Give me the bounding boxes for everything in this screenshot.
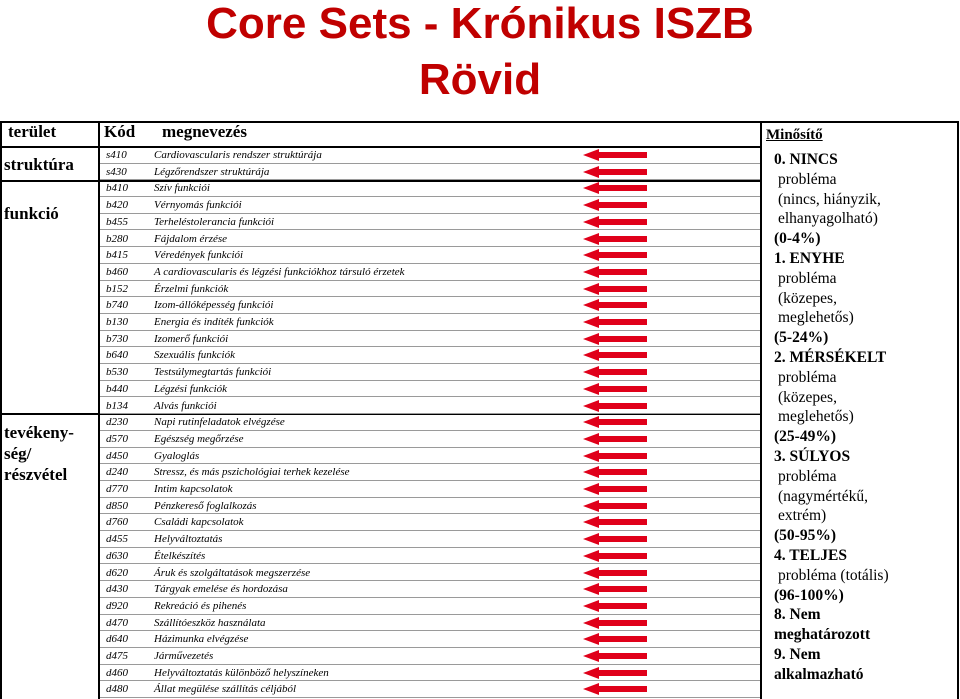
page-subtitle: Rövid	[418, 55, 542, 104]
row-code: d450	[106, 449, 128, 462]
row-code: b130	[106, 316, 128, 328]
row-code: b440	[106, 382, 128, 395]
header-minosito: Minősítő	[766, 127, 823, 143]
row-name: Házimunka elvégzése	[154, 633, 249, 646]
table-row	[100, 615, 760, 632]
row-code: d850	[106, 499, 128, 512]
arrow-left-icon	[583, 166, 647, 178]
row-name: Családi kapcsolatok	[154, 516, 244, 529]
header-megnevezes: megnevezés	[162, 122, 247, 141]
row-code: d455	[106, 533, 128, 546]
qualifier-line: (96-100%)	[774, 586, 844, 604]
qualifier-line: probléma	[778, 467, 837, 485]
row-name: Terheléstolerancia funkciói	[154, 215, 275, 228]
row-code: b530	[106, 366, 128, 379]
row-name: Szív funkciói	[154, 182, 210, 195]
arrow-left-icon	[583, 182, 647, 194]
category-tevekenyseg-2: ség/	[4, 444, 32, 463]
qualifier-line: extrém)	[778, 507, 827, 525]
qualifier-line: 1. ENYHE	[774, 250, 845, 267]
category-tevekenyseg-1: tevékeny-	[4, 423, 74, 442]
arrow-left-icon	[583, 533, 647, 545]
table-row	[100, 414, 760, 431]
table-row	[100, 164, 760, 181]
page-title: Core Sets - Krónikus ISZB	[206, 0, 754, 48]
row-code: b640	[106, 349, 128, 362]
table-row	[100, 531, 760, 548]
arrow-left-icon	[583, 667, 647, 679]
qualifier-line: 3. SÚLYOS	[774, 448, 851, 465]
table-row	[100, 514, 760, 531]
arrow-left-icon	[583, 567, 647, 579]
category-funkcio: funkció	[4, 204, 59, 223]
arrow-left-icon	[583, 483, 647, 495]
row-name: Cardiovascularis rendszer struktúrája	[154, 149, 322, 161]
table-row	[100, 431, 760, 448]
row-name: Izomerő funkciói	[154, 332, 229, 345]
arrow-left-icon	[583, 617, 647, 629]
row-name: Szállítóeszköz használata	[154, 616, 266, 629]
row-code: b740	[106, 299, 128, 312]
header-kod: Kód	[104, 122, 136, 141]
qualifier-line: (közepes,	[778, 289, 837, 307]
qualifier-line: meghatározott	[774, 626, 871, 644]
row-code: d630	[106, 549, 128, 562]
arrow-left-icon	[583, 249, 647, 261]
table-row	[100, 648, 760, 665]
arrow-left-icon	[583, 149, 647, 161]
table-row	[100, 147, 760, 164]
qualifier-line: meglehetős)	[778, 408, 854, 426]
qualifier-line: (nincs, hiányzik,	[778, 190, 881, 208]
arrow-left-icon	[583, 199, 647, 211]
row-name: Légzési funkciók	[154, 382, 228, 395]
row-name: Állat megülése szállítás céljából	[154, 683, 297, 696]
arrow-left-icon	[583, 550, 647, 562]
arrow-left-icon	[583, 299, 647, 311]
row-name: Fájdalom érzése	[154, 232, 228, 245]
row-code: d475	[106, 650, 128, 662]
qualifier-line: 4. TELJES	[774, 547, 847, 564]
qualifier-line: meglehetős)	[778, 309, 854, 327]
table-row	[100, 581, 760, 598]
row-code: s410	[106, 149, 127, 161]
row-separator	[100, 697, 760, 698]
row-code: d640	[106, 633, 128, 646]
arrow-left-icon	[583, 416, 647, 428]
table-row	[100, 665, 760, 682]
row-name: Áruk és szolgáltatások megszerzése	[154, 566, 311, 579]
row-code: d230	[106, 416, 128, 429]
arrow-left-icon	[583, 383, 647, 395]
row-name: Véredények funkciói	[154, 249, 244, 262]
row-name: Rekreáció és pihenés	[154, 599, 247, 612]
arrow-left-icon	[583, 216, 647, 228]
top-border	[0, 121, 959, 123]
table-row	[100, 331, 760, 348]
table-row	[100, 548, 760, 565]
qualifier-line: elhanyagolható)	[778, 210, 878, 228]
row-code: d470	[106, 616, 128, 629]
table-row	[100, 314, 760, 331]
qualifier-line: alkalmazható	[774, 665, 864, 683]
table-row	[100, 264, 760, 281]
row-name: Izom-állóképesség funkciói	[154, 299, 274, 312]
row-name: Pénzkereső foglalkozás	[154, 499, 257, 512]
qualifier-line: (50-95%)	[774, 527, 836, 545]
table-row	[100, 197, 760, 214]
arrow-left-icon	[583, 316, 647, 328]
row-name: Ételkészítés	[154, 549, 206, 562]
row-name: Stressz, és más pszichológiai terhek kezelése	[154, 466, 350, 479]
row-name: Légzőrendszer struktúrája	[154, 165, 270, 178]
category-struktura: struktúra	[4, 155, 74, 174]
qualifier-line: (25-49%)	[774, 428, 836, 446]
table-row	[100, 481, 760, 498]
arrow-left-icon	[583, 283, 647, 295]
arrow-left-icon	[583, 583, 647, 595]
table-row	[100, 398, 760, 415]
arrow-left-icon	[583, 683, 647, 695]
row-code: d240	[106, 466, 128, 479]
row-name: Gyaloglás	[154, 449, 200, 462]
row-code: b455	[106, 215, 128, 228]
row-code: d920	[106, 599, 128, 612]
arrow-left-icon	[583, 600, 647, 612]
row-code: b134	[106, 399, 128, 412]
row-name: Szexuális funkciók	[154, 349, 235, 362]
left-border	[0, 121, 2, 699]
arrow-left-icon	[583, 466, 647, 478]
qualifier-line: 9. Nem	[774, 646, 821, 663]
row-name: Érzelmi funkciók	[154, 282, 229, 295]
row-name: Testsúlymegtartás funkciói	[154, 366, 272, 379]
table-row	[100, 448, 760, 465]
qualifier-line: probléma	[778, 368, 837, 386]
row-name: Alvás funkciói	[154, 399, 217, 412]
row-code: b730	[106, 332, 128, 345]
table-row	[100, 214, 760, 231]
qualifier-line: (közepes,	[778, 388, 837, 406]
row-code: b280	[106, 232, 128, 245]
arrow-left-icon	[583, 400, 647, 412]
qualifier-line: (0-4%)	[774, 230, 821, 248]
arrow-left-icon	[583, 500, 647, 512]
qualifier-line: probléma	[778, 269, 837, 287]
row-name: Helyváltoztatás különböző helyszíneken	[154, 666, 329, 679]
table-row	[100, 598, 760, 615]
row-code: b460	[106, 265, 128, 278]
arrow-left-icon	[583, 450, 647, 462]
row-name: Tárgyak emelése és hordozása	[154, 583, 288, 596]
row-name: Vérnyomás funkciói	[154, 199, 242, 212]
arrow-left-icon	[583, 366, 647, 378]
qualifier-line: probléma (totális)	[778, 566, 889, 584]
arrow-left-icon	[583, 333, 647, 345]
table-row	[100, 381, 760, 398]
table-row	[100, 631, 760, 648]
arrow-left-icon	[583, 233, 647, 245]
row-code: d460	[106, 666, 128, 679]
row-name: Járművezetés	[154, 650, 214, 662]
arrow-left-icon	[583, 433, 647, 445]
row-code: b415	[106, 249, 128, 262]
arrow-left-icon	[583, 650, 647, 662]
row-name: Napi rutinfeladatok elvégzése	[154, 416, 285, 429]
qualifier-line: 2. MÉRSÉKELT	[774, 349, 887, 366]
table-row	[100, 498, 760, 515]
row-name: A cardiovascularis és légzési funkciókhoz társuló érzetek	[154, 265, 405, 278]
arrow-left-icon	[583, 633, 647, 645]
row-code: b420	[106, 199, 128, 212]
row-code: b152	[106, 282, 128, 295]
qualifier-line: 0. NINCS	[774, 151, 838, 168]
row-code: d770	[106, 483, 128, 495]
qualifier-line: 8. Nem	[774, 606, 821, 624]
row-name: Helyváltoztatás	[154, 533, 223, 546]
row-code: d760	[106, 516, 128, 529]
table-row	[100, 347, 760, 364]
qualifier-line: probléma	[778, 170, 837, 188]
table-row	[100, 681, 760, 698]
row-code: d620	[106, 566, 128, 579]
row-code: b410	[106, 182, 128, 195]
table-row	[100, 297, 760, 314]
row-code: s430	[106, 165, 127, 178]
arrow-left-icon	[583, 266, 647, 278]
table-row	[100, 364, 760, 381]
arrow-left-icon	[583, 349, 647, 361]
table-row	[100, 247, 760, 264]
table-row	[100, 464, 760, 481]
row-code: d430	[106, 583, 128, 596]
table-row	[100, 180, 760, 197]
table-row	[100, 565, 760, 582]
table-row	[100, 281, 760, 298]
qualifier-divider	[760, 121, 762, 699]
right-border	[957, 121, 959, 699]
row-name: Energia és indíték funkciók	[154, 316, 274, 328]
row-code: d480	[106, 683, 128, 696]
table-row	[100, 231, 760, 248]
row-code: d570	[106, 432, 128, 445]
category-reszvetel: részvétel	[4, 465, 68, 484]
header-terulet: terület	[8, 122, 57, 141]
row-name: Intim kapcsolatok	[154, 483, 233, 495]
arrow-left-icon	[583, 516, 647, 528]
qualifier-line: (5-24%)	[774, 329, 829, 347]
qualifier-line: (nagymértékű,	[778, 487, 868, 505]
row-name: Egészség megőrzése	[154, 432, 244, 445]
